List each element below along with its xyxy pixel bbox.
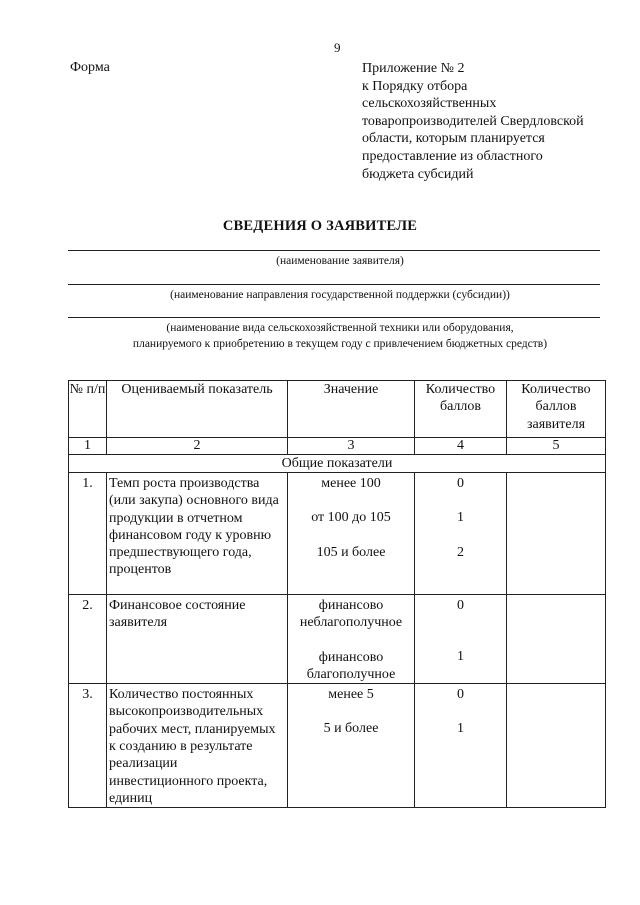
column-number: 2 bbox=[107, 438, 288, 455]
appendix-line: предоставление из областного bbox=[362, 148, 543, 164]
value-option: менее 5 bbox=[328, 687, 374, 703]
points-option: 0 bbox=[457, 687, 464, 703]
appendix-line: Приложение № 2 bbox=[362, 61, 465, 76]
row-points bbox=[415, 595, 507, 684]
value-option: менее 100 bbox=[321, 476, 381, 491]
value-option: финансово неблагополучное bbox=[299, 598, 403, 631]
row-number: 2. bbox=[69, 595, 107, 684]
appendix-line: сельскохозяйственных bbox=[362, 96, 497, 112]
points-option: 1 bbox=[457, 649, 464, 665]
row-indicator: Темп роста производства (или закупа) основного вида продукции в отчетном финансовом году к уровню предшествующего года, процентов bbox=[107, 473, 288, 595]
row-applicant-points[interactable] bbox=[507, 595, 606, 684]
table-row bbox=[69, 595, 606, 684]
column-number: 4 bbox=[415, 438, 507, 455]
row-indicator: Финансовое состояние заявителя bbox=[107, 595, 288, 684]
value-option: финансово благополучное bbox=[306, 649, 396, 682]
appendix-line: бюджета субсидий bbox=[362, 166, 474, 182]
equipment-line bbox=[68, 317, 600, 318]
table-header-row bbox=[69, 381, 606, 438]
column-number: 5 bbox=[507, 438, 606, 455]
form-label: Форма bbox=[70, 60, 110, 75]
appendix-block bbox=[362, 60, 622, 183]
column-number: 3 bbox=[288, 438, 415, 455]
header-applicant-points: Количество баллов заявителя bbox=[507, 381, 606, 438]
applicant-name-caption: (наименование заявителя) bbox=[276, 255, 404, 267]
points-option: 2 bbox=[457, 544, 464, 560]
row-number: 3. bbox=[69, 684, 107, 808]
points-option: 1 bbox=[457, 721, 464, 737]
points-option: 0 bbox=[457, 476, 464, 491]
header-points: Количество баллов bbox=[415, 381, 507, 438]
value-option: от 100 до 105 bbox=[311, 510, 391, 526]
appendix-line: области, которым планируется bbox=[362, 131, 545, 147]
appendix-line: к Порядку отбора bbox=[362, 78, 468, 94]
value-option: 5 и более bbox=[323, 721, 379, 737]
equipment-caption-line: планируемого к приобретению в текущем году с привлечением бюджетных средств) bbox=[132, 337, 548, 350]
row-indicator: Количество постоянных высокопроизводительных рабочих мест, планируемых к созданию в результате реализации инвестиционного проекта, единиц bbox=[107, 684, 288, 808]
document-title: СВЕДЕНИЯ О ЗАЯВИТЕЛЕ bbox=[222, 218, 418, 234]
section-title: Общие показатели bbox=[69, 455, 606, 473]
page-number: 9 bbox=[334, 40, 341, 55]
support-direction-caption: (наименование направления государственной поддержки (субсидии)) bbox=[170, 289, 510, 301]
equipment-caption bbox=[40, 321, 640, 352]
appendix-line: товаропроизводителей Свердловской bbox=[362, 113, 584, 129]
points-option: 1 bbox=[457, 510, 464, 526]
section-row bbox=[69, 455, 606, 473]
indicators-table bbox=[68, 380, 606, 808]
value-option: 105 и более bbox=[316, 544, 386, 560]
row-values bbox=[288, 595, 415, 684]
support-direction-line bbox=[68, 284, 600, 285]
row-number: 1. bbox=[69, 473, 107, 595]
equipment-caption-line: (наименование вида сельскохозяйственной техники или оборудования, bbox=[166, 322, 514, 334]
row-applicant-points[interactable] bbox=[507, 684, 606, 808]
column-numbers-row bbox=[69, 438, 606, 455]
row-values bbox=[288, 684, 415, 808]
applicant-name-line bbox=[68, 250, 600, 251]
row-applicant-points[interactable] bbox=[507, 473, 606, 595]
row-points bbox=[415, 684, 507, 808]
header-value: Значение bbox=[288, 381, 415, 438]
points-option: 0 bbox=[457, 598, 464, 613]
header-number: № п/п bbox=[69, 381, 107, 438]
table-row bbox=[69, 684, 606, 808]
table-row bbox=[69, 473, 606, 595]
row-values bbox=[288, 473, 415, 595]
row-points bbox=[415, 473, 507, 595]
column-number: 1 bbox=[69, 438, 107, 455]
header-indicator: Оцениваемый показатель bbox=[107, 381, 288, 438]
